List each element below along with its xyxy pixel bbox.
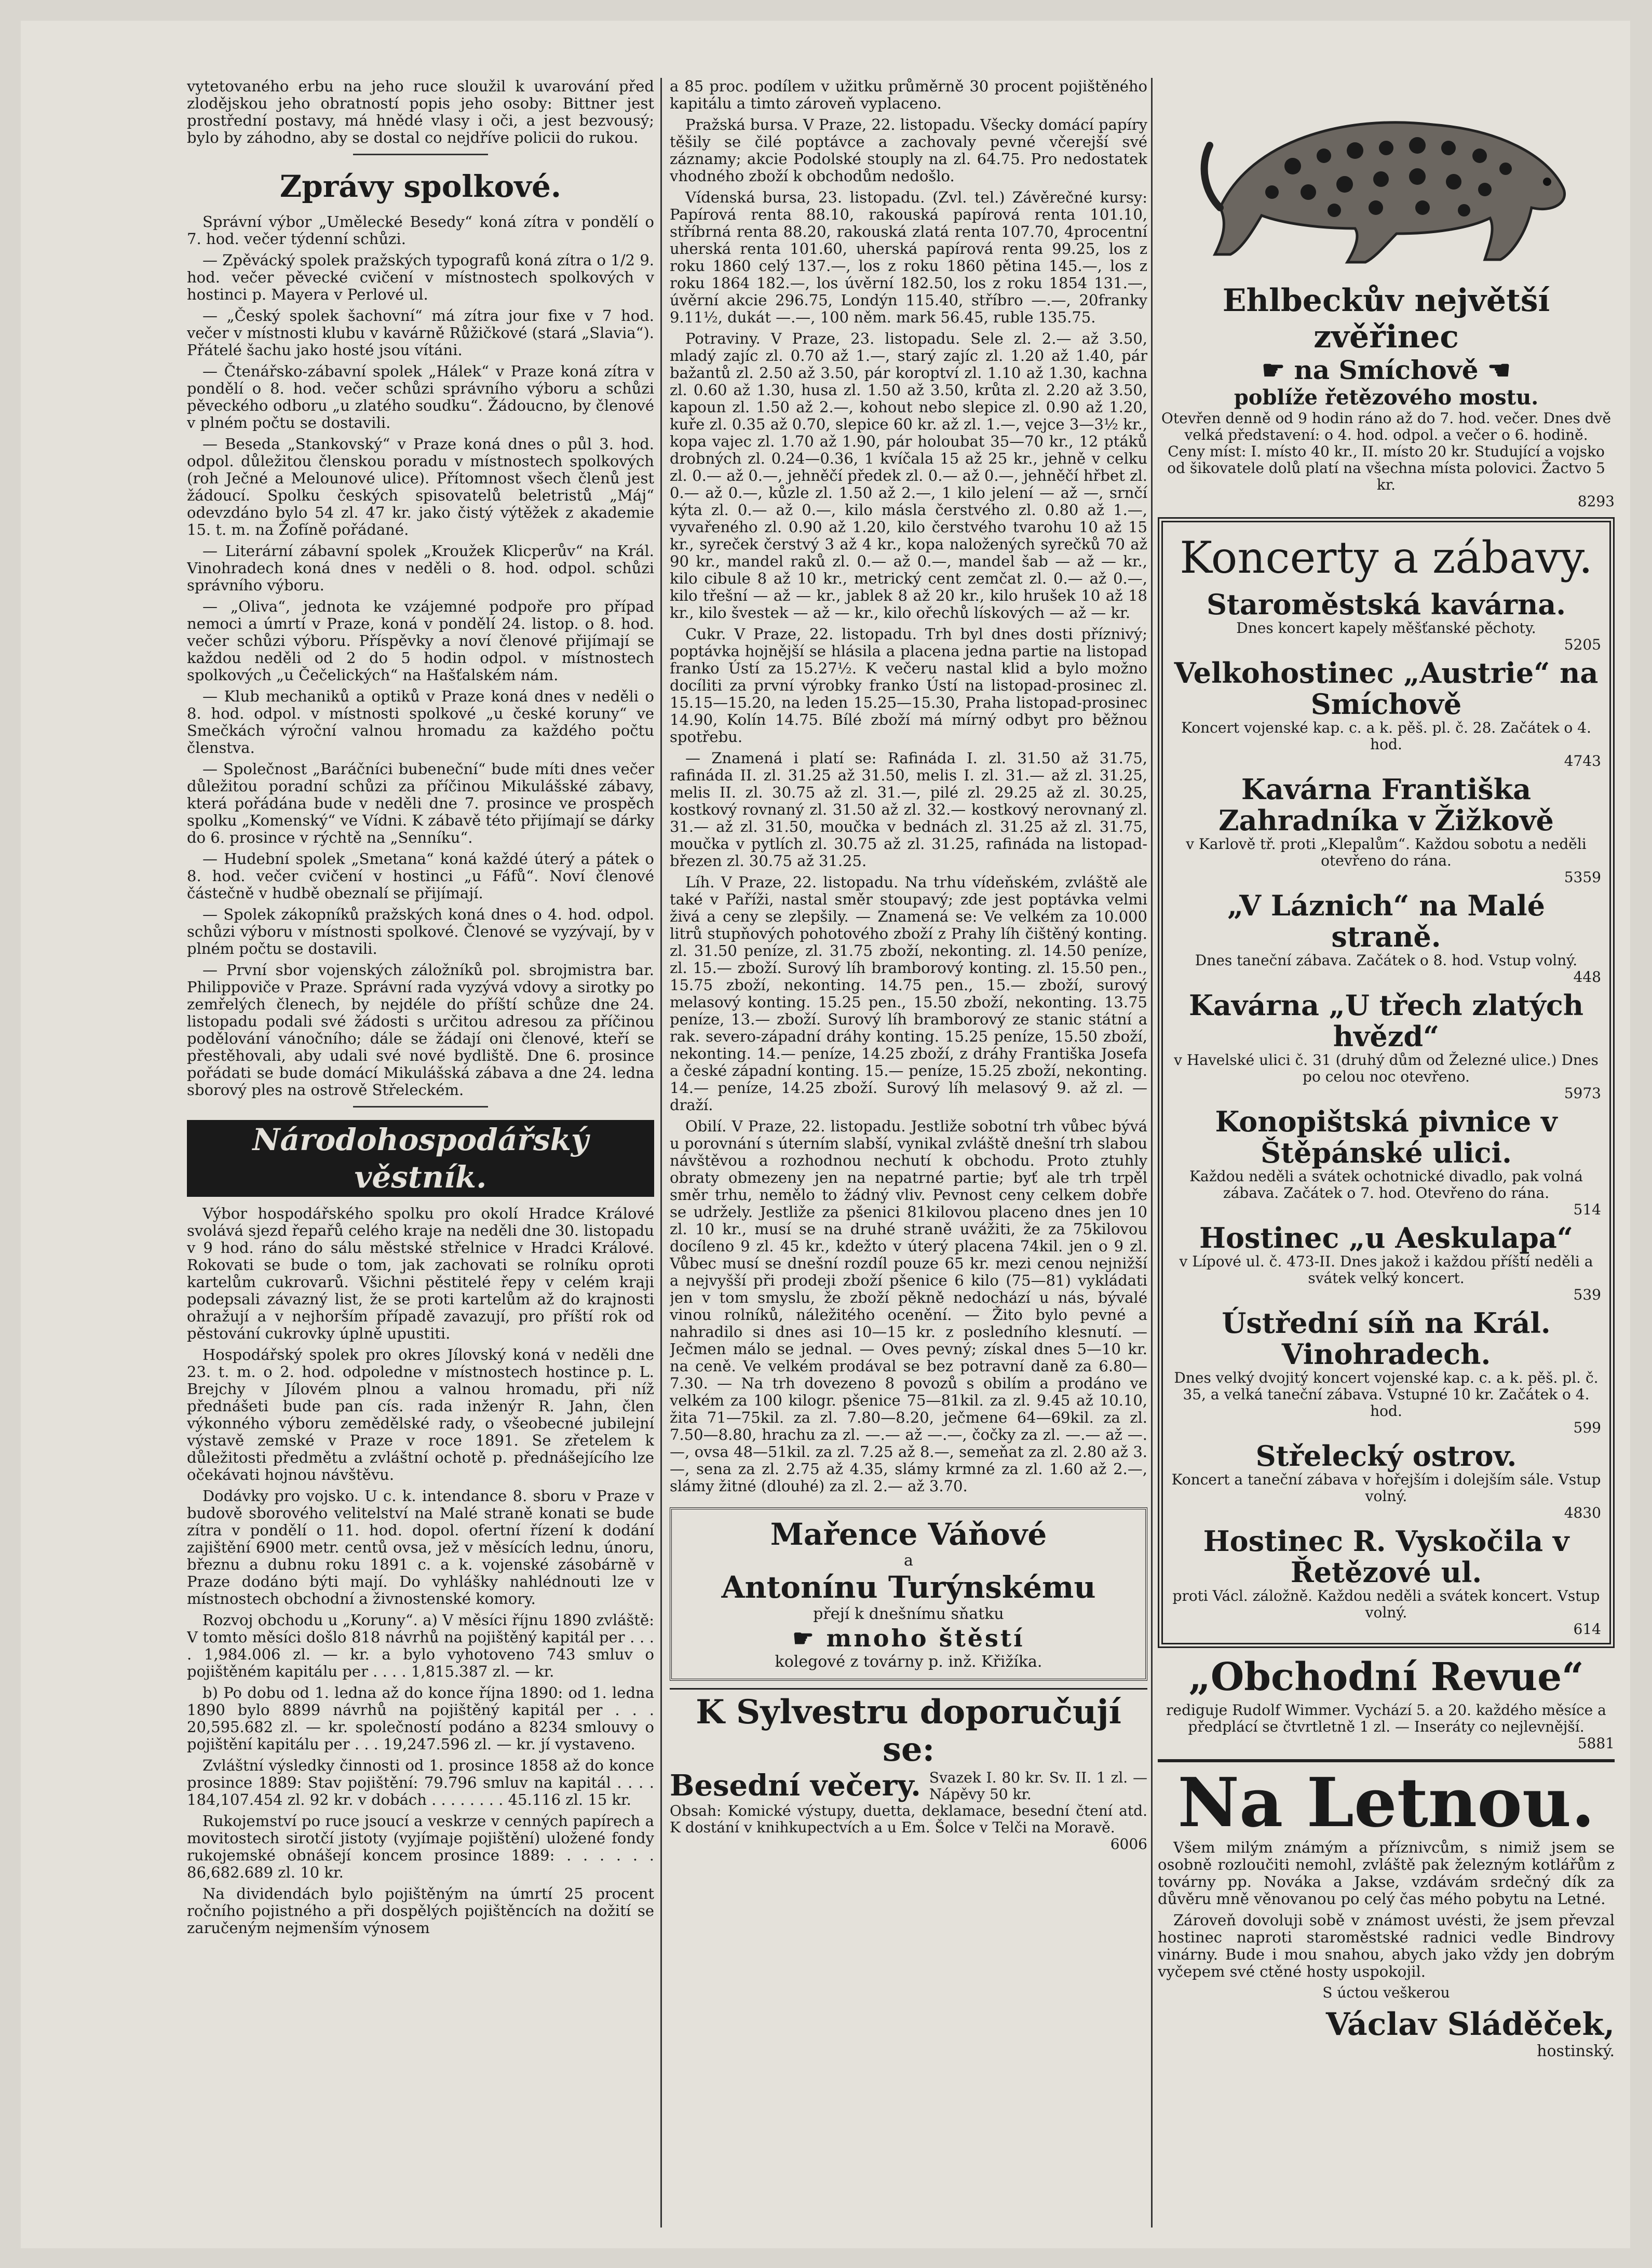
- intro-paragraph: vytetovaného erbu na jeho ruce sloužil k uvarování před zlodějskou jeho obratností popis jeho osoby: Bittner jest prostřední postavy, má hnědé vlasy i oči, a jest bezvousý; bylo by záhodno, aby se dostal co nejdříve policii do rukou.: [187, 78, 654, 146]
- ad-number: 539: [1573, 1286, 1601, 1303]
- revue-title: „Obchodní Revue“: [1188, 1655, 1584, 1699]
- ad-number: 5973: [1564, 1085, 1601, 1102]
- ad-number: 4830: [1564, 1504, 1601, 1521]
- concerts-title: Koncerty a zábavy.: [1180, 532, 1593, 583]
- concert-item: [1171, 1307, 1601, 1436]
- concert-item: [1171, 1106, 1601, 1218]
- letna-paragraph: Všem milým známým a příznivcům, s nimiž jsem se osobně rozloučiti nemohl, zvláště pak železným kotlářům z továrny pp. Nováka a Jakse, vzdávám srdečný dík za důvěru mně věnovanou po celý čas mého pobytu na Letné.: [1158, 1839, 1615, 1908]
- concert-name: Hostinec R. Vyskočila v Řetězové ul.: [1203, 1524, 1569, 1589]
- narodo-item: Rozvoj obchodu u „Koruny“. a) V měsíci říjnu 1890 zvláště: V tomto měsíci došlo 818 návrhů na pojištěný kapitál per . . . . 1,984.006 zl. — kr. a bylo vyhotoveno 743 smluv o pojištěném kapitálu per . . . . 1,815.387 zl. — kr.: [187, 1611, 654, 1680]
- spolek-item: Správní výbor „Umělecké Besedy“ koná zítra v pondělí o 7. hod. večer týdenní schůzi.: [187, 213, 654, 248]
- menagerie-near: poblíže řetězového mostu.: [1234, 385, 1539, 410]
- ad-number: 5881: [1577, 1735, 1615, 1752]
- notice-name: Antonínu Turýnskému: [721, 1570, 1096, 1605]
- menagerie-place-text: na Smíchově: [1294, 355, 1479, 385]
- concert-name: Velkohostinec „Austrie“ na Smíchově: [1174, 656, 1599, 721]
- concert-text: proti Václ. záložně. Každou neděli a svátek koncert. Vstup volný.: [1172, 1587, 1600, 1621]
- column-rule: [1151, 78, 1153, 2228]
- letna-title: Na Letnou.: [1177, 1763, 1595, 1842]
- concert-name: Ústřední síň na Král. Vinohradech.: [1222, 1306, 1551, 1371]
- narodo-item: Hospodářský spolek pro okres Jílovský koná v neděli dne 23. t. m. o 2. hod. odpoledne v místnostech hostince p. L. Brejchy v Jílovém plnou a valnou hromadu, při níž přednášeti bude pan cís. rada inženýr R. Jahn, člen výkonného výboru zemědělské rady, o všeobecné jubilejní výstavě zemské v Praze v roce 1891. Se zřetelem k důležitosti předmětu a zvláštní ochotě p. přednášejícího lze očekávati hojnou návštěvu.: [187, 1346, 654, 1483]
- notice-text: přejí k dnešnímu sňatku: [813, 1605, 1004, 1623]
- pointing-hand-icon: ☛: [1262, 355, 1294, 385]
- notice-conj: a: [904, 1551, 913, 1570]
- ad-number: 599: [1573, 1419, 1601, 1436]
- pointing-hand-icon: ☛: [792, 1624, 827, 1652]
- market-paragraph: Obilí. V Praze, 22. listopadu. Jestliže sobotní trh vůbec bývá u porovnání s úterním slabší, vynikal zvláště dnešní trh slabou návštěvou a rozhodnou nechutí k obchodu. Proto ztuhly obraty obmezeny jen na nepatrné partie; byť ale trh trpěl směr trhu, nemělo to žádný vliv. Pevnost ceny celkem dobře se udržely. Jestliže za pšenici 81kilovou placeno dnes jen 10 zl. 10 kr., musí se na druhé straně uvážiti, že za 75kilovou docíleno 9 zl. 45 kr., kdežto v úterý placena 74kil. jen o 9 zl. Vůbec musí se dnešní rozdíl pouze 65 kr. mezi cenou nejnižší a nejvyšší při prodeji zboží pšenice 6 kilo (75—81) vykládati jen v tom smyslu, že zboží pěkně nedochází u nás, bývalé vinou rolníků, náležitého ocenění. — Žito bylo pevné a nahradilo si dnes asi 10—15 kr. z posledního klesnutí. — Ječmen málo se jednal. — Oves pevný; získal dnes 5—10 kr. na ceně. Ve velkém prodával se bez potravní daně za 6.80—7.30. — Na trh dovezeno 8 povozů s obilím a prodáno ve velkém za 100 kilogr. pšenice 75—81kil. za zl. 9.45 až 10.10, žita 71—75kil. za zl. 7.80—8.20, ječmene 64—69kil. za zl. 7.50—8.80, hrachu za zl. —.— až —.—, čočky za zl. —.— až —.—, ovsa 48—51kil. za zl. 7.25 až 8.—, semeňat za zl. 2.80 až 3.—, sena za zl. 2.75 až 4.35, slámy krmné za zl. 1.60 až 2.—, slámy žitné (dlouhé) za zl. 2.— až 3.70.: [670, 1117, 1147, 1495]
- divider: [353, 154, 488, 155]
- column-right: [1158, 78, 1615, 2228]
- ad-number: 614: [1573, 1621, 1601, 1638]
- concert-name: Hostinec „u Aeskulapa“: [1199, 1221, 1573, 1254]
- heading-label: Národohospodářský věstník.: [187, 1120, 654, 1197]
- ad-number: 6006: [1110, 1835, 1147, 1853]
- concert-text: Dnes koncert kapely měšťanské pěchoty.: [1236, 619, 1536, 637]
- spolek-item: — Čtenářsko-zábavní spolek „Hálek“ v Praze koná zítra v pondělí o 8. hod. večer schůzi správního výboru a schůzi pěveckého odboru „u zlatého soudku“. Žádoucno, by členové v plném počtu se dostavili.: [187, 362, 654, 431]
- column-rule: [660, 78, 662, 2228]
- ad-number: 8293: [1577, 493, 1615, 510]
- menagerie-ad: [1158, 282, 1615, 510]
- spolek-item: — „Český spolek šachovní“ má zítra jour fixe v 7 hod. večer v místnosti klubu v kavárně Růžičkové (stará „Slavia“). Přátelé šachu jako hosté jsou vítáni.: [187, 307, 654, 359]
- concert-name: Konopištská pivnice v Štěpánské ulici.: [1215, 1105, 1558, 1169]
- section-heading-spolky: Zprávy spolkové.: [279, 169, 562, 204]
- revue-ad: [1158, 1655, 1615, 1752]
- concert-item: [1171, 1440, 1601, 1521]
- ad-number: 5359: [1564, 869, 1601, 886]
- concert-item: [1171, 1222, 1601, 1303]
- narodo-item: Na dividendách bylo pojištěným na úmrtí 25 procent ročního pojistného a při dospělých pojištěncích na dožití se zaručeným nejmenším výnosem: [187, 1885, 654, 1937]
- ad-number: 4743: [1564, 752, 1601, 770]
- narodo-item: b) Po dobu od 1. ledna až do konce října 1890: od 1. ledna 1890 bylo 8899 návrhů na pojištěný kapitál per . . . 20,595.682 zl. — kr. společností podáno a 8234 smlouvy o pojištění kapitálu per . . . 19,247.596 zl. — kr. jí vystaveno.: [187, 1684, 654, 1753]
- market-paragraph: Cukr. V Praze, 22. listopadu. Trh byl dnes dosti příznivý; poptávka hojnější se hlásila a placena jedna partie na listopad franko Ústí za 15.27½. K večeru nastal klid a bylo možno docíliti za první výrobky franko Ústí na listopad-prosinec zl. 15.15—15.20, na leden 15.25—15.30, Praha listopad-prosinec 14.90, Kolín 14.75. Bílé zboží má mírný odbyt pro běžnou spotřebu.: [670, 625, 1147, 746]
- spolek-item: — Klub mechaniků a optiků v Praze koná dnes v neděli o 8. hod. odpol. v místnosti spolkové „u české koruny“ ve Smečkách výroční valnou hromadu za každého počtu členstva.: [187, 687, 654, 757]
- section-heading-narodo: [187, 1120, 654, 1197]
- concert-item: [1171, 657, 1601, 770]
- menagerie-title: Ehlbeckův největší zvěřinec: [1222, 282, 1550, 355]
- concert-name: Kavárna Františka Zahradníka v Žižkově: [1218, 773, 1554, 837]
- concerts-frame: [1158, 517, 1615, 1648]
- ad-number: 448: [1573, 968, 1601, 986]
- concert-text: Koncert vojenské kap. c. a k. pěš. pl. č. 28. Začátek o 4. hod.: [1181, 719, 1591, 753]
- letna-ad: [1158, 1759, 1615, 2060]
- concert-item: [1171, 890, 1601, 986]
- menagerie-place: [1158, 355, 1615, 385]
- concert-text: Každou neděli a svátek ochotnické divadlo, pak volná zábava. Začátek o 7. hod. Otevřeno do rána.: [1189, 1168, 1583, 1202]
- leopard-icon: [1189, 78, 1583, 275]
- spolek-item: — Společnost „Baráčníci bubeneční“ bude míti dnes večer důležitou poradní schůzi za příčinou Mikulášské zábavy, která pořádána bude v neděli dne 7. prosince ve prospěch spolku „Komenský“ ve Vídni. K zábavě této přijímají se dárky do 6. prosince v rýchtě na „Senníku“.: [187, 760, 654, 846]
- spolek-item: — „Oliva“, jednota ke vzájemné podpoře pro případ nemoci a úmrtí v Praze, koná v pondělí 24. listop. o 8. hod. večer schůzi výboru. Příspěvky a noví členové přijímají se každou neděli od 2 do 5 hodin odpol. v místnostech spolkových „u Čečelických“ na Hašťalském nám.: [187, 598, 654, 684]
- spolek-item: — Zpěvácký spolek pražských typografů koná zítra o 1/2 9. hod. večer pěvecké cvičení v místnostech spolkových v hostinci p. Mayera v Perlové ul.: [187, 251, 654, 303]
- sylvestr-title: K Sylvestru doporučují se:: [696, 1693, 1121, 1769]
- concert-item: [1171, 1526, 1601, 1638]
- narodo-item: Zvláštní výsledky činnosti od 1. prosince 1858 až do konce prosince 1889: Stav pojištění: 79.796 smluv na kapitál . . . . 184,107.454 zl. 92 kr. v dobách . . . . . . . . 45.116 zl. 15 kr.: [187, 1757, 654, 1808]
- concert-item: [1171, 589, 1601, 653]
- ad-number: 514: [1573, 1201, 1601, 1218]
- spolek-item: — Literární zábavní spolek „Kroužek Klicperův“ na Král. Vinohradech koná dnes v neděli o 8. hod. odpol. schůzi správního výboru.: [187, 542, 654, 594]
- concert-name: Střelecký ostrov.: [1255, 1439, 1517, 1473]
- market-paragraph: a 85 proc. podílem v užitku průměrně 30 procent pojištěného kapitálu a timto zároveň vyplaceno.: [670, 78, 1147, 112]
- letna-greeting: S úctou veškerou: [1322, 1984, 1450, 2001]
- notice-wish: [682, 1624, 1135, 1653]
- concert-text: Dnes velký dvojitý koncert vojenské kap. c. a k. pěš. pl. č. 35, a velká taneční zábava. Vstupné 10 kr. Začátek o 4. hod.: [1174, 1369, 1599, 1420]
- concert-text: Koncert a taneční zábava v hořejším i dolejším sále. Vstup volný.: [1171, 1471, 1601, 1505]
- letna-paragraph: Zároveň dovoluji sobě v známost uvésti, že jsem převzal hostinec naproti staroměstské radnici vedle Bindrovy vinárny. Bude i mou snahou, abych jako vždy jen dobrým vyčepem své ctěné hosty uspokojil.: [1158, 1911, 1615, 1980]
- concert-name: „V Láznich“ na Malé straně.: [1227, 889, 1545, 953]
- spolek-item: — Hudební spolek „Smetana“ koná každé úterý a pátek o 8. hod. večer cvičení v hostinci „u Fáfů“. Noví členové částečně v hudbě obeznalí se přijímají.: [187, 850, 654, 902]
- revue-text: rediguje Rudolf Wimmer. Vychází 5. a 20. každého měsíce a předplácí se čtvrtletně 1 zl. — Inseráty co nejlevnější.: [1166, 1702, 1606, 1735]
- menagerie-hours: Otevřen denně od 9 hodin ráno až do 7. hod. večer. Dnes dvě velká představení: o 4. hod. odpol. a večer o 6. hodině.: [1161, 410, 1612, 443]
- spolek-item: — První sbor vojenských záložníků pol. sbrojmistra bar. Philippoviče v Praze. Správní rada vyzývá vdovy a sirotky po zemřelých členech, by nejdéle do příští schůze dne 24. listopadu podali své žádosti s určitou adresou za příčinou podělování vánočního; dále se žádají oni členové, kteří se přestěhovali, aby udali své nové bydliště. Dne 6. prosince pořádati se bude domácí Mikulášská zábava a dne 24. ledna sborový ples na ostrově Střeleckém.: [187, 961, 654, 1099]
- market-paragraph: — Znamená i platí se: Rafináda I. zl. 31.50 až 31.75, rafináda II. zl. 31.25 až 31.50, melis I. zl. 31.— až zl. 31.25, melis II. zl. 30.75 až zl. 31.—, pilé zl. 29.25 až zl. 30.25, kostkový rovnaný zl. 31.50 až zl. 32.— kostkový nerovnaný zl. 31.— až zl. 31.50, moučka v bednách zl. 31.25 až zl. 31.75, moučka v pytlích zl. 30.75 až zl. 31.25, rafináda na listopad-březen zl. 30.75 až 31.25.: [670, 749, 1147, 870]
- narodo-item: Výbor hospodářského spolku pro okolí Hradce Králové svolává sjezd řepařů celého kraje na neděli dne 30. listopadu v 9 hod. ráno do sálu městské střelnice v Hradci Králové. Rokovati se bude o tom, jak zachovati se rolníku oproti kartelům cukrovarů. Všichni pěstitelé řepy v celém kraji podepsali závazný list, že se proti kartelům až do krajnosti ohražují a v nejhorším případě zavazují, pro příští rok od pěstování cukrovky úplně upustiti.: [187, 1205, 654, 1342]
- newspaper-page: [21, 21, 1630, 2248]
- spolek-item: — Beseda „Stankovský“ v Praze koná dnes o půl 3. hod. odpol. důležitou členskou poradu v místnostech spolkových (roh Ječné a Melounové ulice). Přítomnost všech členů jest žádoucí. Spolku českých spisovatelů beletristů „Máj“ odevzdáno bylo 54 zl. 47 kr. jako čistý výtěžek z akademie 15. t. m. na Žofíně pořádané.: [187, 435, 654, 538]
- market-paragraph: Potraviny. V Praze, 23. listopadu. Sele zl. 2.— až 3.50, mladý zajíc zl. 0.70 až 1.—, starý zajíc zl. 1.20 až 1.40, pár bažantů zl. 2.50 až 3.50, pár koroptví zl. 1.10 až 1.30, kachna zl. 0.60 až 1.30, husa zl. 1.50 až 3.50, krůta zl. 2.20 až 3.50, kapoun zl. 1.50 až 2.—, kohout nebo slepice zl. 0.90 až 1.20, kuře zl. 0.35 až 0.70, slepice 60 kr. až zl. 1.—, vejce 3—3½ kr., kopa vajec zl. 1.70 až 1.90, pár holoubat 35—70 kr., 12 ptáků drobných zl. 0.24—0.36, 1 kvíčala 15 až 25 kr., jehně v celku zl. 0.— až 0.—, jehněčí předek zl. 0.— až 0.—, jehněčí hřbet zl. 0.— až 0.—, kůzle zl. 1.50 až 2.—, 1 kilo jelení — až —, srnčí kýta zl. 0.— až 0.—, kilo másla čerstvého zl. 0.80 až 1.—, vyvařeného zl. 0.90 až 1.20, kilo čerstvého tvarohu 10 až 15 kr., syreček čerstvý 3 až 4 kr., kopa naložených syrečků 70 až 90 kr., mandel raků zl. 0.— až 0.—, mandel šab — až — kr., kilo cibule 8 až 10 kr., metrický cent zemčat zl. 0.— až 0.—, kilo třešní — až — kr., jablek 8 až 20 kr., kilo hrušek 10 až 18 kr., kilo švestek — až — kr., kilo ořechů lískových — až — kr.: [670, 330, 1147, 622]
- market-paragraph: Líh. V Praze, 22. listopadu. Na trhu vídeňském, zvláště ale také v Paříži, nastal směr stoupavý; zde jest poptávka velmi živá a ceny se zlepšily. — Znamená se: Ve velkém za 10.000 litrů stupňových pohotového zboží z Prahy líh čištěný konting. zl. 31.50 peníze, zl. 31.75 zboží, nekonting. zl. 14.50 peníze, zl. 15.— zboží. Surový líh bramborový konting. zl. 15.50 pen., 15.75 zboží, nekonting. 14.75 pen., 15.— zboží, surový melasový konting. 15.25 pen., 15.50 zboží, nekonting. 13.75 peníze, 13.— zboží. Surový líh bramborový ze stanic státní a rak. severo-západní dráhy konting. 15.25 peníze, 15.50 zboží, nekonting. 14.— peníze, 14.25 zboží, z dráhy Františka Josefa a české západní konting. 15.— peníze, 15.25 zboží, nekonting. 14.— peníze, 14.25 zboží. Surový líh melasový 9. až zl. — draží.: [670, 873, 1147, 1114]
- signature-role: hostinský.: [1537, 2042, 1615, 2060]
- concert-text: v Havelské ulici č. 31 (druhý dům od Železné ulice.) Dnes po celou noc otevřeno.: [1174, 1051, 1599, 1085]
- wedding-notice: [670, 1507, 1147, 1681]
- concert-text: v Karlově tř. proti „Klepalům“. Každou sobotu a neděli otevřeno do rána.: [1186, 835, 1587, 869]
- concert-text: Dnes taneční zábava. Začátek o 8. hod. Vstup volný.: [1195, 952, 1578, 969]
- market-paragraph: Pražská bursa. V Praze, 22. listopadu. Všecky domácí papíry těšily se čilé poptávce a zachovaly pevné včerejší své záznamy; akcie Podolské stouply na zl. 64.75. Pro nedostatek vhodného zboží k obchodům nedošlo.: [670, 116, 1147, 185]
- concert-item: [1171, 990, 1601, 1102]
- narodo-item: Rukojemství po ruce jsoucí a veskrze v cenných papírech a movitostech sirotčí jistoty (vyjímaje pojištění) uložené fondy rukojemské obnášejí koncem prosince 1889: . . . . . . 86,682.689 zl. 10 kr.: [187, 1812, 654, 1881]
- spolek-item: — Spolek zákopníků pražských koná dnes o 4. hod. odpol. schůzi výboru v místnosti spolkové. Členové se vyzývají, by v plném počtu se dostavili.: [187, 906, 654, 957]
- sylvestr-name: Besední večery.: [670, 1769, 921, 1803]
- concert-text: v Lípové ul. č. 473-II. Dnes jakož i každou příští neděli a svátek velký koncert.: [1179, 1253, 1593, 1287]
- sylvestr-content: Obsah: Komické výstupy, duetta, deklamace, besední čtení atd. K dostání v knihkupectvích a u Em. Šolce v Telči na Moravě.: [670, 1802, 1147, 1836]
- sylvestr-offer: Svazek I. 80 kr. Sv. II. 1 zl. — Nápěvy 50 kr.: [929, 1769, 1147, 1803]
- signature: Václav Sláděček,: [1325, 2006, 1615, 2043]
- divider: [353, 1106, 488, 1108]
- leopard-illustration: [1158, 78, 1615, 275]
- ad-number: 5205: [1564, 636, 1601, 653]
- notice-sender: kolegové z továrny p. inž. Křižíka.: [775, 1653, 1042, 1671]
- sylvestr-ad: [670, 1688, 1147, 1853]
- concert-item: [1171, 774, 1601, 886]
- menagerie-prices: Ceny míst: I. místo 40 kr., II. místo 20 kr. Studující a vojsko od šikovatele dolů platí na všechna místa polovici. Žactvo 5 kr.: [1167, 443, 1605, 493]
- narodo-item: Dodávky pro vojsko. U c. k. intendance 8. sboru v Praze v budově sborového velitelství na Malé straně konati se bude zítra v pondělí o 11. hod. dopol. ofertní řízení k dodání zajištění 6900 metr. centů ovsa, jež v měsících lednu, únoru, březnu a dubnu roku 1891 c. a k. vojenské zásobárně v Praze dodáno býti mají. Do vyhlášky nahlédnouti lze v místnostech obchodní a živnostenské komory.: [187, 1487, 654, 1608]
- concert-name: Kavárna „U třech zlatých hvězd“: [1188, 989, 1584, 1053]
- column-left: [187, 78, 654, 2228]
- notice-wish-text: mnoho štěstí: [826, 1624, 1025, 1652]
- pointing-hand-icon: ☚: [1478, 355, 1511, 385]
- concert-name: Staroměstská kavárna.: [1206, 588, 1566, 621]
- column-middle: [670, 78, 1147, 2228]
- notice-name: Mařence Váňové: [770, 1517, 1047, 1552]
- market-paragraph: Vídenská bursa, 23. listopadu. (Zvl. tel.) Závěrečné kursy: Papírová renta 88.10, rakouská papírová renta 101.10, stříbrná renta 88.20, rakouská zlatá renta 107.70, 4procentní uherská renta 101.60, uherská papírová renta 99.25, los z roku 1860 celý 137.—, los z roku 1860 pětina 145.—, los z roku 1864 182.—, los úvěrní 182.50, los z roku 1854 131.—, úvěrní akcie 296.75, Londýn 115.40, stříbro —.—, 20franky 9.11½, dukát —.—, 100 něm. mark 56.45, ruble 135.75.: [670, 188, 1147, 326]
